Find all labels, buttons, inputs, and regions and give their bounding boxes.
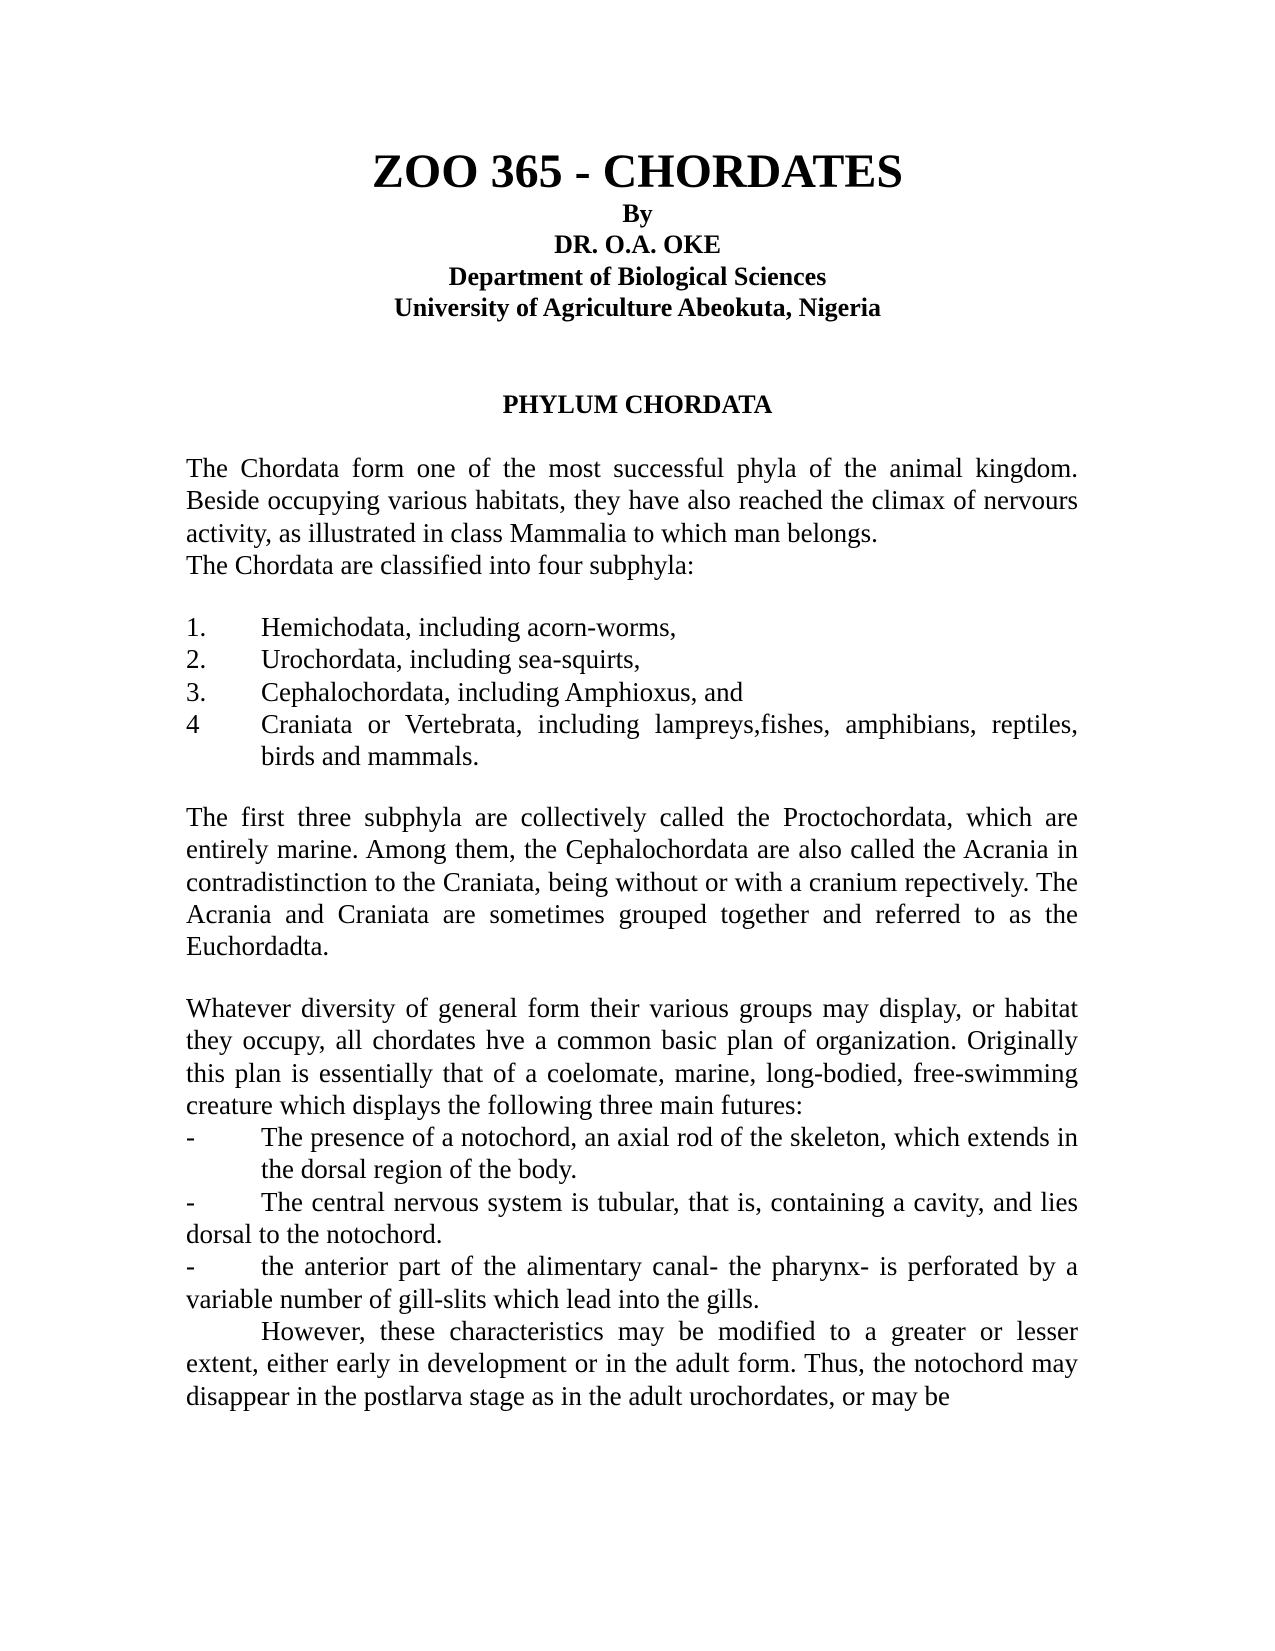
feature-dash: -	[186, 1122, 195, 1153]
intro-paragraph	[186, 452, 1078, 581]
feature-dash: -	[186, 1186, 195, 1217]
list-item-number: 1.	[186, 612, 207, 642]
paragraph-text: The first three subphyla are collectively called the Proctochordata, which are entirely marine. Among them, the Cephalochordata are also called the Acrania in contradistinction to the Craniata, being without or with a cranium repectively. The Acrania and Craniata are sometimes grouped together and referred to as the Euchordadta.	[186, 802, 1078, 962]
byline-by: By	[622, 199, 653, 228]
intro-text: The Chordata form one of the most successful phyla of the animal kingdom. Beside occupying various habitats, they have also reached the climax of nervours activity, as illustrated in class Mammalia to which man belongs.	[186, 453, 1078, 548]
subphyla-list	[186, 611, 1078, 772]
section-heading: PHYLUM CHORDATA	[502, 390, 773, 419]
list-item-number: 4	[186, 708, 200, 739]
university-name: University of Agriculture Abeokuta, Nigeria	[394, 293, 881, 322]
list-item	[186, 676, 1078, 708]
intro-classification-line: The Chordata are classified into four subphyla:	[186, 549, 695, 580]
author-name: DR. O.A. OKE	[554, 230, 721, 259]
list-item	[186, 643, 1078, 675]
list-item	[186, 708, 1078, 773]
list-item	[186, 611, 1078, 643]
feature-item	[186, 1250, 1078, 1315]
feature-text: The central nervous system is tubular, that is, containing a cavity, and lies dorsal to the notochord.	[186, 1186, 1078, 1250]
proctochordata-paragraph	[186, 801, 1078, 962]
list-item-text: Craniata or Vertebrata, including lampreys,fishes, amphibians, reptiles, birds and mammals.	[261, 708, 1078, 772]
document-title: ZOO 365 - CHORDATES	[371, 145, 904, 198]
basic-plan-paragraph: Whatever diversity of general form their various groups may display, or habitat they occupy, all chordates hve a common basic plan of organization. Originally this plan is essentially that of a coelomate, marine, long-bodied, free-swimming creature which displays the following three main futures:	[186, 993, 1078, 1120]
list-item-text: Cephalochordata, including Amphioxus, and	[261, 676, 744, 707]
list-item-text: Urochordata, including sea-squirts,	[261, 644, 641, 675]
feature-text: The presence of a notochord, an axial rod of the skeleton, which extends in the dorsal region of the body.	[261, 1122, 1078, 1185]
feature-dash: -	[186, 1251, 195, 1282]
department-name: Department of Biological Sciences	[448, 262, 827, 291]
feature-item	[186, 1186, 1078, 1251]
feature-text: the anterior part of the alimentary canal- the pharynx- is perforated by a variable number of gill-slits which lead into the gills.	[186, 1251, 1078, 1314]
basic-plan-section	[186, 992, 1078, 1412]
modification-paragraph: However, these characteristics may be modified to a greater or lesser extent, either early in development or in the adult form. Thus, the notochord may disappear in the postlarva stage as in the adult urochordates, or may be	[186, 1315, 1078, 1411]
feature-item	[186, 1121, 1078, 1186]
list-item-text: Hemichodata, including acorn-worms,	[261, 612, 677, 642]
list-item-number: 3.	[186, 676, 207, 707]
list-item-number: 2.	[186, 644, 207, 675]
